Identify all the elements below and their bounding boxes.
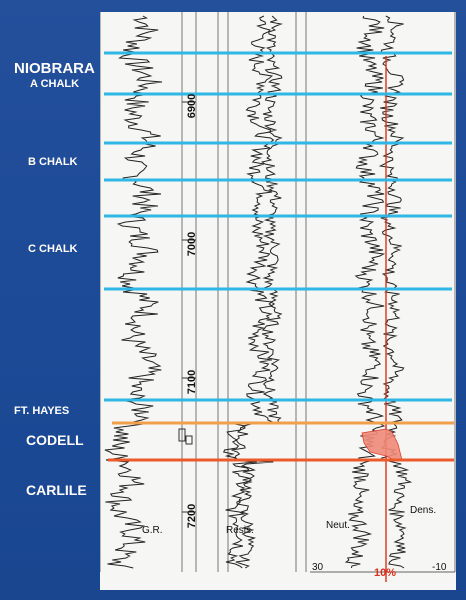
formation-label-a-chalk: A CHALK: [30, 78, 80, 90]
depth-label: 7000: [186, 231, 198, 257]
formation-label-ft-hayes: FT. HAYES: [14, 405, 70, 417]
formation-label-niobrara: NIOBRARA: [14, 60, 95, 77]
log-curves: [105, 16, 411, 568]
porosity-scale-right: -10: [432, 562, 447, 573]
well-log-diagram: [100, 12, 456, 590]
track-label-gamma-ray: G.R.: [142, 525, 163, 536]
core-marker: [186, 436, 192, 444]
depth-label: 6900: [186, 93, 198, 119]
codell-porosity-fill: [362, 429, 402, 461]
gamma-ray-curve: [105, 16, 162, 568]
formation-label-c-chalk: C CHALK: [28, 243, 78, 255]
track-label-density: Dens.: [410, 505, 437, 516]
depth-label: 7200: [186, 503, 198, 529]
density-curve: [380, 16, 410, 568]
track-label-neutron: Neut.: [326, 520, 350, 531]
track-label-resistivity: Resis.: [226, 525, 254, 536]
porosity-scale-left: 30: [312, 562, 324, 573]
depth-label: 7100: [186, 369, 198, 395]
formation-label-carlile: CARLILE: [26, 482, 87, 498]
formation-label-b-chalk: B CHALK: [28, 156, 78, 168]
neutron-curve: [346, 16, 384, 568]
porosity-cutoff-label: 10%: [374, 567, 397, 579]
formation-label-codell: CODELL: [26, 432, 84, 448]
